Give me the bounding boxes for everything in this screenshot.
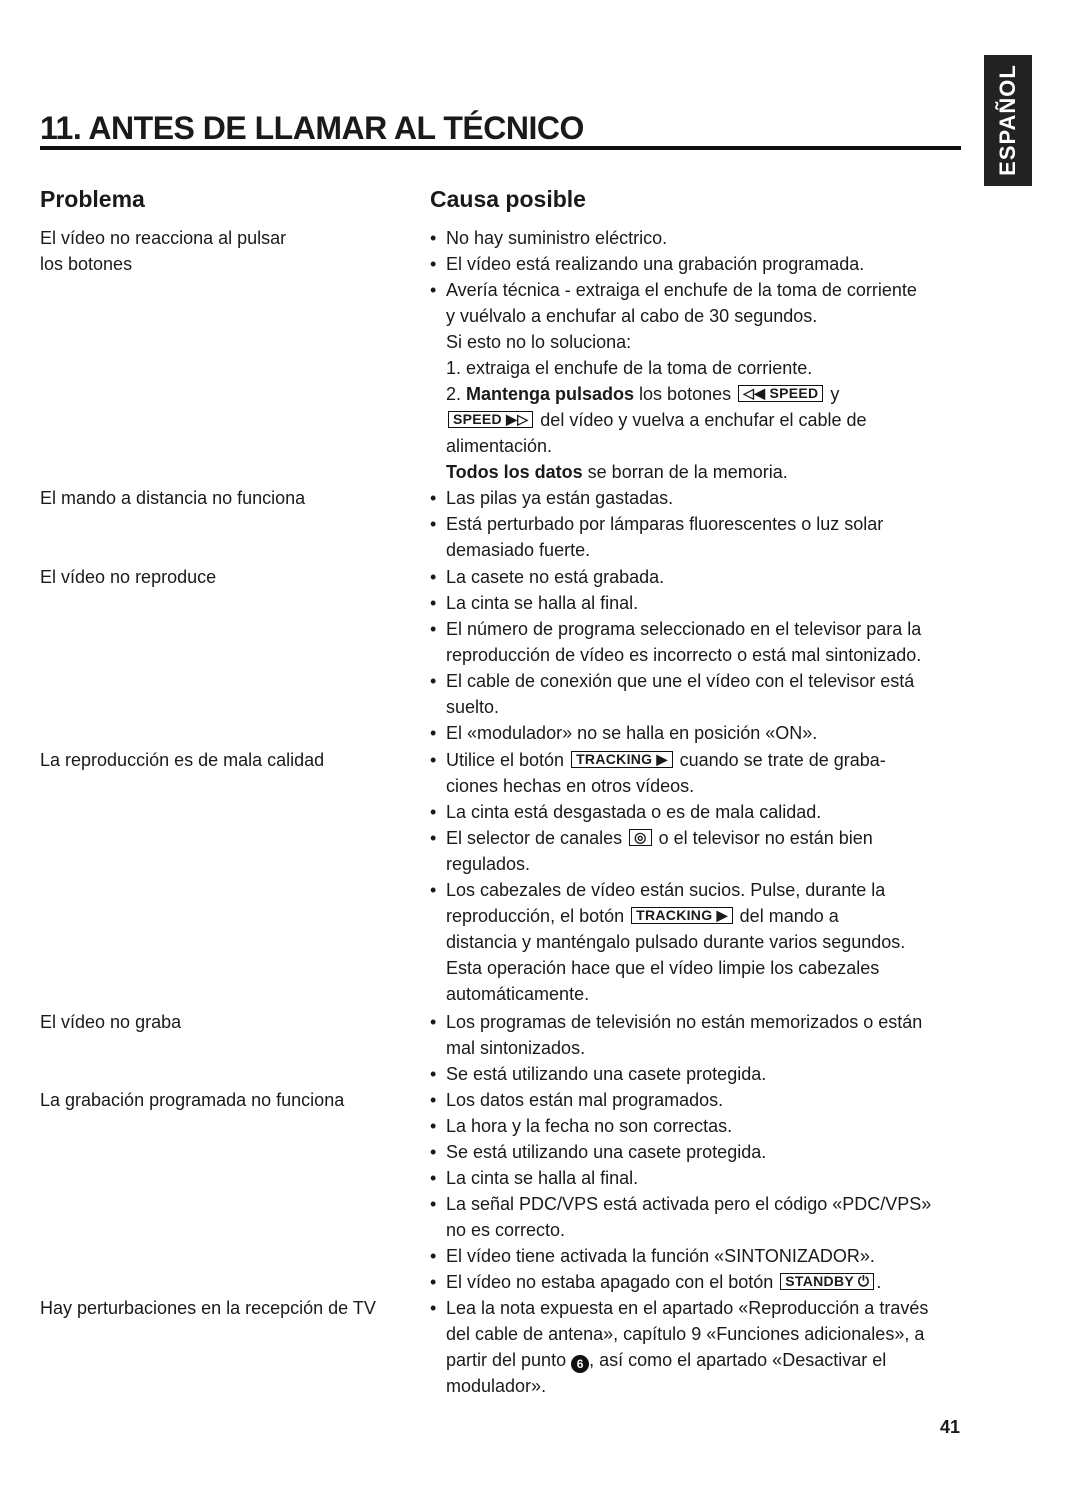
cause-item-continued: Esta operación hace que el vídeo limpie los cabezales bbox=[446, 958, 880, 978]
bold-text: Todos los datos bbox=[446, 462, 583, 482]
language-tab bbox=[984, 55, 1032, 186]
text: o el televisor no están bien bbox=[653, 828, 873, 848]
text: Utilice el botón bbox=[446, 750, 570, 770]
cause-item-continued bbox=[430, 407, 986, 433]
cause-item: • El «modulador» no se halla en posición «ON». bbox=[430, 720, 986, 746]
cause-item: • Los cabezales de vídeo están sucios. Pulse, durante la bbox=[430, 877, 986, 903]
text: cuando se trate de graba- bbox=[674, 750, 886, 770]
cause-item-continued: modulador». bbox=[446, 1376, 547, 1396]
problem-item: El vídeo no reproduce bbox=[40, 567, 217, 587]
problem-item: Hay perturbaciones en la recepción de TV bbox=[40, 1298, 376, 1318]
cause-item-continued: del cable de antena», capítulo 9 «Funciones adicionales», a bbox=[446, 1324, 925, 1344]
cause-item-continued bbox=[430, 1347, 986, 1373]
text: . bbox=[876, 1272, 882, 1292]
cause-item-continued: automáticamente. bbox=[446, 984, 590, 1004]
cause-item-continued: no es correcto. bbox=[446, 1220, 566, 1240]
cause-item-continued: demasiado fuerte. bbox=[446, 540, 591, 560]
tracking-key: TRACKING ▶ bbox=[571, 751, 673, 768]
cause-item bbox=[430, 747, 986, 773]
cause-item-continued: mal sintonizados. bbox=[446, 1038, 586, 1058]
text: los botones bbox=[634, 384, 737, 404]
page-title: 11. ANTES DE LLAMAR AL TÉCNICO bbox=[40, 110, 584, 146]
language-tab-label: ESPAÑOL bbox=[995, 64, 1020, 176]
text: reproducción, el botón bbox=[446, 906, 630, 926]
text: 2. bbox=[446, 384, 467, 404]
cause-item: • Las pilas ya están gastadas. bbox=[430, 485, 986, 511]
cause-item: • La hora y la fecha no son correctas. bbox=[430, 1113, 986, 1139]
cause-item-continued: distancia y manténgalo pulsado durante varios segundos. bbox=[446, 932, 906, 952]
page-number: 41 bbox=[940, 1417, 961, 1437]
bold-text: Mantenga pulsados bbox=[466, 384, 635, 404]
cause-item: • Se está utilizando una casete protegida. bbox=[430, 1139, 986, 1165]
cause-item: • El vídeo tiene activada la función «SINTONIZADOR». bbox=[430, 1243, 986, 1269]
cause-item: • El número de programa seleccionado en el televisor para la bbox=[430, 616, 986, 642]
cause-item: • Avería técnica - extraiga el enchufe de la toma de corriente bbox=[430, 277, 986, 303]
text: del vídeo y vuelva a enchufar el cable de bbox=[535, 410, 867, 430]
cause-item: • No hay suministro eléctrico. bbox=[430, 225, 986, 251]
cause-item: • Lea la nota expuesta en el apartado «Reproducción a través bbox=[430, 1295, 986, 1321]
cause-item-continued: alimentación. bbox=[446, 436, 553, 456]
cause-column-header: Causa posible bbox=[430, 186, 586, 212]
problem-item: La reproducción es de mala calidad bbox=[40, 750, 325, 770]
cause-item: • El vídeo está realizando una grabación programada. bbox=[430, 251, 986, 277]
problem-item: El vídeo no reacciona al pulsar bbox=[40, 228, 287, 248]
cause-item-continued: y vuélvalo a enchufar al cabo de 30 segundos. bbox=[446, 306, 818, 326]
cause-item-continued: ciones hechas en otros vídeos. bbox=[446, 776, 695, 796]
text: se borran de la memoria. bbox=[582, 462, 788, 482]
text: , así como el apartado «Desactivar el bbox=[589, 1350, 887, 1370]
cause-item: • La cinta se halla al final. bbox=[430, 590, 986, 616]
speed-rewind-key: ◁◀ SPEED bbox=[738, 385, 823, 402]
cause-item: • La casete no está grabada. bbox=[430, 564, 986, 590]
text: El vídeo no estaba apagado con el botón bbox=[446, 1272, 779, 1292]
cause-item-continued: regulados. bbox=[446, 854, 531, 874]
cause-item-continued: suelto. bbox=[446, 697, 500, 717]
cause-item: • Se está utilizando una casete protegida. bbox=[430, 1061, 986, 1087]
title-rule bbox=[40, 146, 961, 150]
standby-key: STANDBY ⏻ bbox=[780, 1273, 874, 1290]
cause-item bbox=[430, 1269, 986, 1295]
channel-selector-key: ◎ bbox=[629, 829, 652, 846]
text: partir del punto bbox=[446, 1350, 572, 1370]
cause-item-continued bbox=[430, 381, 986, 407]
problem-item: La grabación programada no funciona bbox=[40, 1090, 345, 1110]
problem-item: El mando a distancia no funciona bbox=[40, 488, 306, 508]
cause-item bbox=[430, 825, 986, 851]
text: El selector de canales bbox=[446, 828, 628, 848]
cause-item: • La cinta se halla al final. bbox=[430, 1165, 986, 1191]
cause-item-continued bbox=[430, 459, 986, 485]
speed-forward-key: SPEED ▶▷ bbox=[448, 411, 533, 428]
cause-item-continued: reproducción de vídeo es incorrecto o está mal sintonizado. bbox=[446, 645, 922, 665]
cause-item-continued: 1. extraiga el enchufe de la toma de corriente. bbox=[446, 358, 813, 378]
problem-item: El vídeo no graba bbox=[40, 1012, 182, 1032]
cause-item: • La cinta está desgastada o es de mala calidad. bbox=[430, 799, 986, 825]
step-number-badge: 6 bbox=[571, 1355, 589, 1373]
cause-item: • La señal PDC/VPS está activada pero el código «PDC/VPS» bbox=[430, 1191, 986, 1217]
cause-item: • Los programas de televisión no están memorizados o están bbox=[430, 1009, 986, 1035]
cause-item: • Está perturbado por lámparas fluorescentes o luz solar bbox=[430, 511, 986, 537]
problem-item: los botones bbox=[40, 254, 133, 274]
problem-column-header: Problema bbox=[40, 186, 145, 212]
cause-item: • Los datos están mal programados. bbox=[430, 1087, 986, 1113]
cause-item-continued: Si esto no lo soluciona: bbox=[446, 332, 632, 352]
text: del mando a bbox=[734, 906, 839, 926]
cause-item-continued bbox=[430, 903, 986, 929]
text: y bbox=[825, 384, 840, 404]
cause-item: • El cable de conexión que une el vídeo con el televisor está bbox=[430, 668, 986, 694]
tracking-key: TRACKING ▶ bbox=[631, 907, 733, 924]
